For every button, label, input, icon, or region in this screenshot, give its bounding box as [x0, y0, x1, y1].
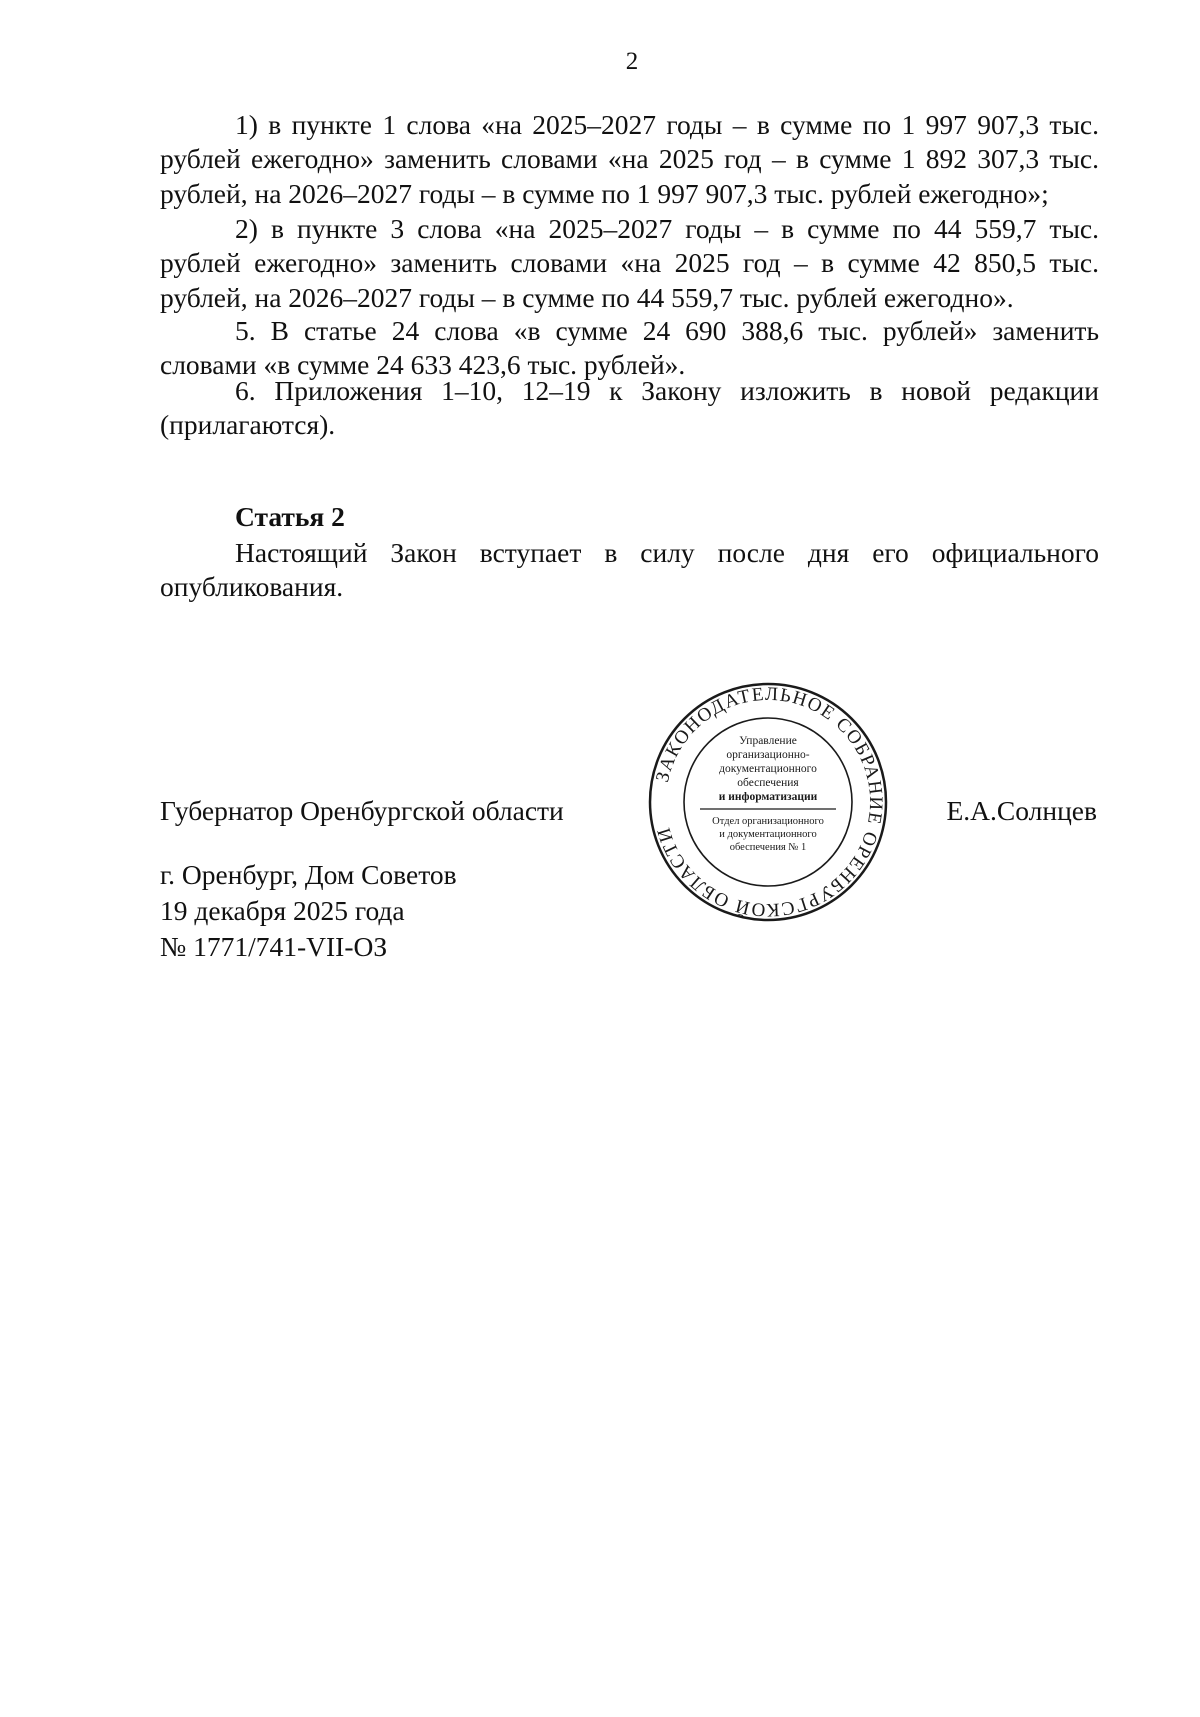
seal-inner-line-2: организационно-: [726, 749, 810, 761]
paragraph-item-1: 1) в пункте 1 слова «на 2025–2027 годы – в сумме по 1 997 907,3 тыс. рублей ежегодно» заменить словами «на 2025 год – в сумме 1 892 307,3 тыс. рублей, на 2026–2027 годы – в сумме по 1 997 907,3 тыс. рублей ежегодно»;: [160, 109, 1099, 209]
seal-inner-text: [700, 735, 836, 853]
law-number: № 1771/741-VII-ОЗ: [160, 931, 388, 962]
signatory-name: Е.А.Солнцев: [946, 795, 1097, 826]
signing-date: 19 декабря 2025 года: [160, 895, 405, 926]
article-heading: Статья 2: [235, 501, 345, 532]
official-seal: [648, 682, 888, 922]
seal-inner-line-4: обеспечения: [737, 777, 799, 789]
article-text: Настоящий Закон вступает в силу после дня его официального опубликования.: [160, 537, 1099, 603]
paragraph-item-6: 6. Приложения 1–10, 12–19 к Закону изложить в новой редакции (прилагаются).: [160, 375, 1099, 441]
seal-inner-line-3: документационного: [719, 763, 817, 775]
page-number: 2: [625, 48, 639, 75]
paragraph-item-5: 5. В статье 24 слова «в сумме 24 690 388,6 тыс. рублей» заменить словами «в сумме 24 633 423,6 тыс. рублей».: [160, 315, 1099, 381]
seal-inner-line-1: Управление: [739, 735, 797, 747]
seal-inner-line-7: и документационного: [719, 829, 817, 840]
seal-outer-textpath: ЗАКОНОДАТЕЛЬНОЕ СОБРАНИЕ ОРЕНБУРГСКОЙ ОБЛАСТИ: [652, 683, 887, 921]
seal-inner-line-8: обеспечения № 1: [729, 842, 807, 853]
paragraph-item-2: 2) в пункте 3 слова «на 2025–2027 годы – в сумме по 44 559,7 тыс. рублей ежегодно» заменить словами «на 2025 год – в сумме 42 850,5 тыс. рублей, на 2026–2027 годы – в сумме по 44 559,7 тыс. рублей ежегодно».: [160, 213, 1099, 313]
signatory-title: Губернатор Оренбургской области: [160, 795, 564, 826]
signing-place: г. Оренбург, Дом Советов: [160, 859, 457, 890]
seal-inner-line-6: Отдел организационного: [712, 816, 824, 827]
seal-inner-line-5: и информатизации: [718, 791, 818, 803]
